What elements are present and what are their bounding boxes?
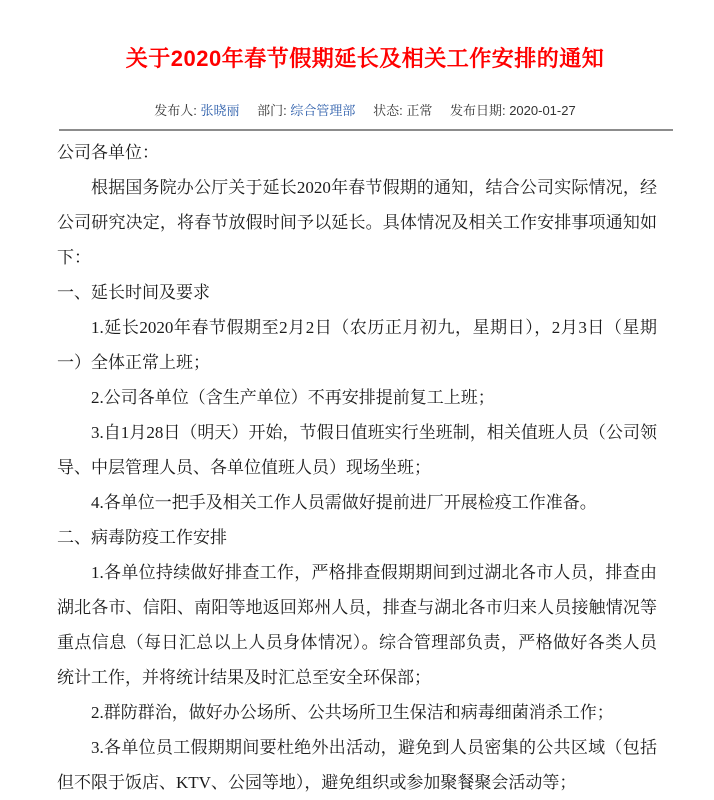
date-label: 发布日期: [449, 103, 506, 118]
notice-paragraph: 公司各单位： [57, 143, 159, 162]
department-label: 部门: [257, 103, 287, 118]
meta-department [257, 103, 355, 119]
meta-status [373, 103, 432, 119]
notice-paragraph: 3.自1月28日（明天）开始，节假日值班实行坐班制，相关值班人员（公司领导、中层管理人员、各单位值班人员）现场坐班； [57, 423, 657, 477]
date-value: 2020-01-27 [509, 103, 576, 118]
notice-paragraph: 2.公司各单位（含生产单位）不再安排提前复工上班； [91, 388, 495, 407]
page-title: 关于2020年春节假期延长及相关工作安排的通知 [125, 46, 605, 71]
status-value: 正常 [406, 103, 433, 118]
publisher-label: 发布人: [154, 103, 197, 118]
meta-date [450, 103, 576, 119]
notice-paragraph: 1.延长2020年春节假期至2月2日（农历正月初九，星期日），2月3日（星期一）全体正常上班； [57, 318, 657, 372]
notice-paragraph: 2.群防群治，做好办公场所、公共场所卫生保洁和病毒细菌消杀工作； [91, 703, 614, 722]
notice-paragraph: 1.各单位持续做好排查工作，严格排查假期期间到过湖北各市人员，排查由湖北各市、信阳、南阳等地返回郑州人员，排查与湖北各市归来人员接触情况等重点信息（每日汇总以上人员身体情况）。综合管理部负责，严格做好各类人员统计工作，并将统计结果及时汇总至安全环保部； [57, 563, 657, 687]
notice-paragraph: 根据国务院办公厅关于延长2020年春节假期的通知，结合公司实际情况，经公司研究决定，将春节放假时间予以延长。具体情况及相关工作安排事项通知如下： [57, 178, 657, 267]
meta-publisher [154, 103, 239, 119]
section-heading: 二、病毒防疫工作安排 [57, 528, 227, 547]
department-link[interactable]: 综合管理部 [290, 103, 356, 118]
notice-paragraph: 4.各单位一把手及相关工作人员需做好提前进厂开展检疫工作准备。 [91, 493, 597, 512]
status-label: 状态: [373, 103, 403, 118]
meta-row [57, 103, 673, 119]
divider [59, 129, 673, 131]
notice-body [57, 135, 657, 800]
section-heading: 一、延长时间及要求 [57, 283, 210, 302]
notice-paragraph: 3.各单位员工假期期间要杜绝外出活动，避免到人员密集的公共区域（包括但不限于饭店、KTV、公园等地），避免组织或参加聚餐聚会活动等； [57, 738, 657, 792]
publisher-link[interactable]: 张晓丽 [200, 103, 240, 118]
